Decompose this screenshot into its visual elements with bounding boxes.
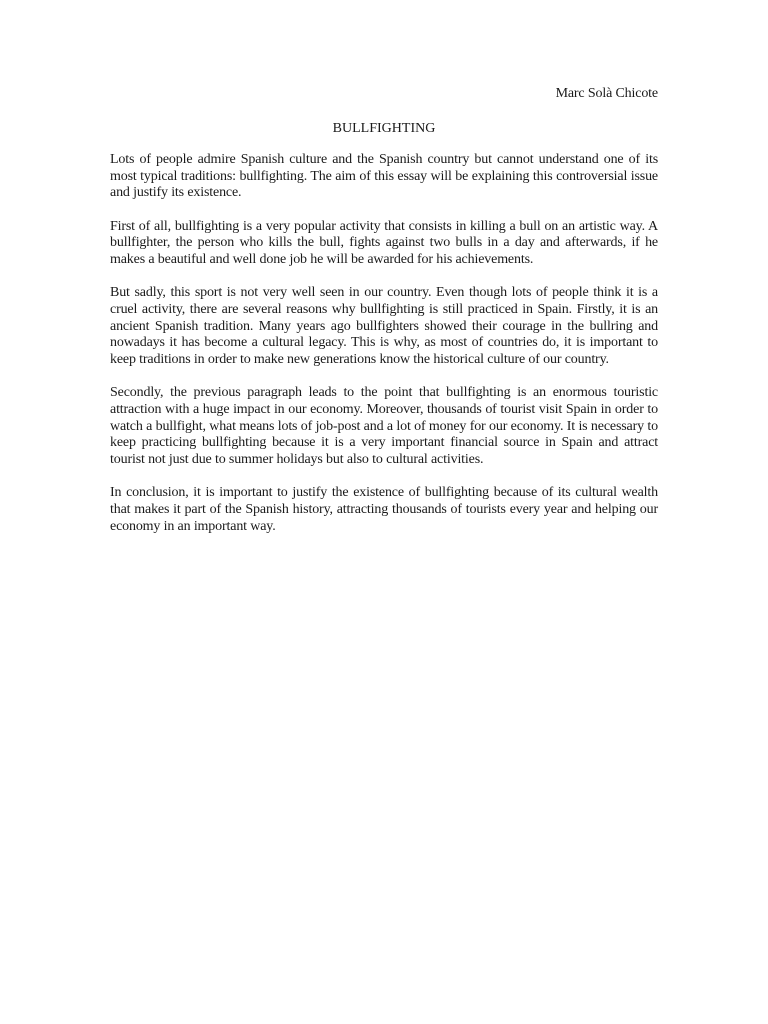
paragraph-definition: First of all, bullfighting is a very popular activity that consists in killing a bull on an artistic way. A bullfighter, the person who kills the bull, fights against two bulls in a day and afterwards, if he makes a beautiful and well done job he will be awarded for his achievements.: [110, 218, 658, 268]
essay-title: BULLFIGHTING: [332, 121, 436, 136]
document-page: [110, 85, 658, 535]
author-name: Marc Solà Chicote: [555, 86, 658, 101]
paragraph-conclusion: In conclusion, it is important to justify the existence of bullfighting because of its cultural wealth that makes it part of the Spanish history, attracting thousands of tourists every year and helping our economy in an important way.: [110, 485, 658, 534]
paragraph-introduction: Lots of people admire Spanish culture and the Spanish country but cannot understand one of its most typical traditions: bullfighting. The aim of this essay will be explaining this controversial issue and justify its existence.: [110, 152, 658, 201]
paragraph-economy: Secondly, the previous paragraph leads to the point that bullfighting is an enormous touristic attraction with a huge impact in our economy. Moreover, thousands of tourist visit Spain in order to watch a bullfight, what means lots of job-post and a lot of money for our economy. It is necessary to keep practicing bullfighting because it is a very important financial source in Spain and attract tourist not just due to summer holidays but also to cultural activities.: [110, 385, 658, 468]
paragraph-tradition: But sadly, this sport is not very well seen in our country. Even though lots of people think it is a cruel activity, there are several reasons why bullfighting is still practiced in Spain. Firstly, it is an ancient Spanish tradition. Many years ago bullfighters showed their courage in the bullring and nowadays it has become a cultural legacy. This is why, as most of countries do, it is important to keep traditions in order to make new generations know the historical culture of our country.: [110, 285, 658, 368]
